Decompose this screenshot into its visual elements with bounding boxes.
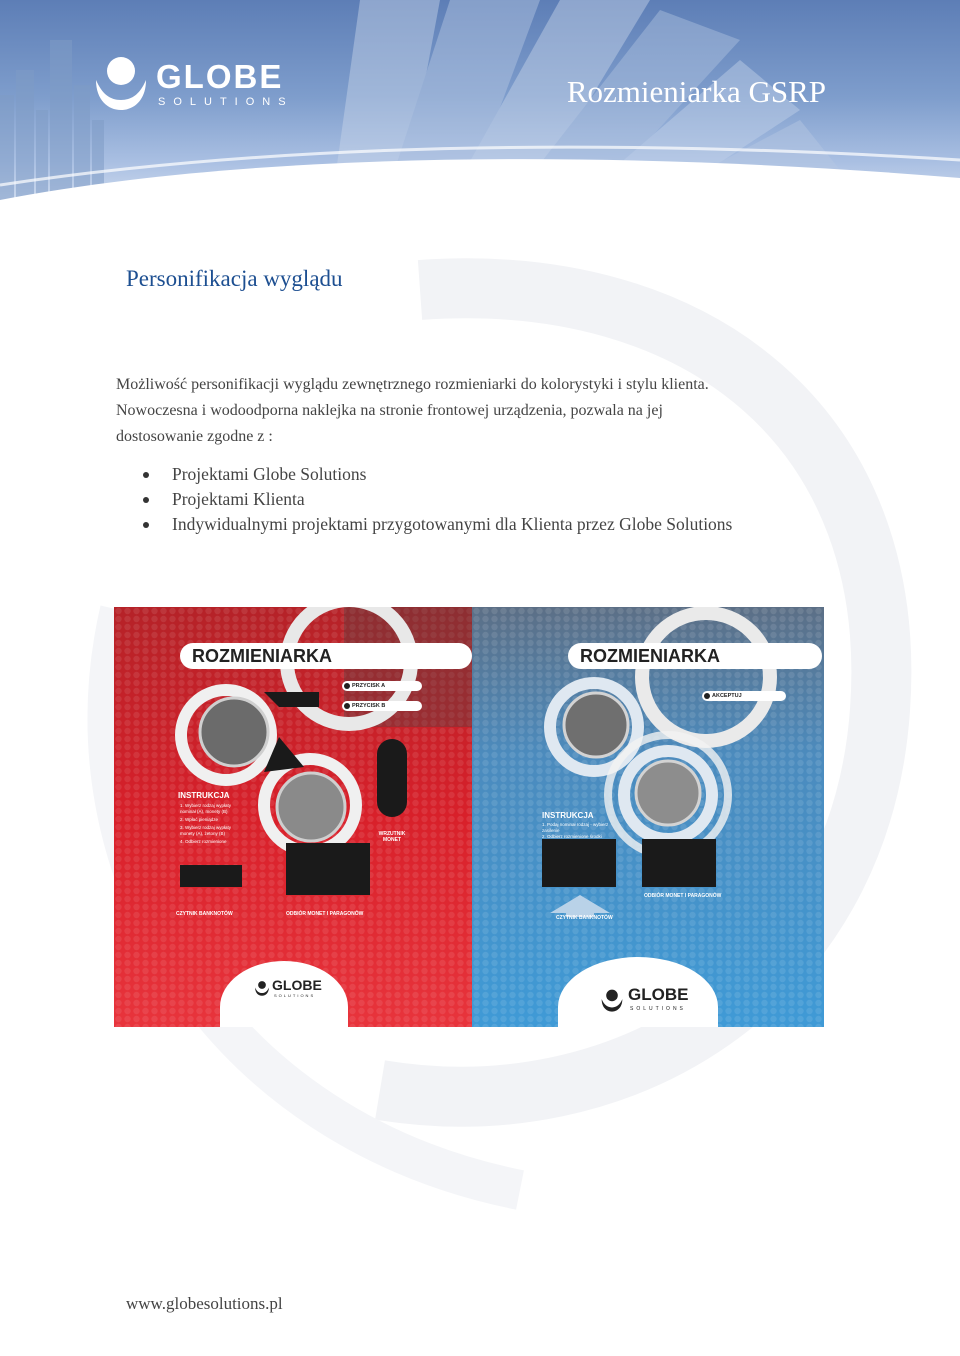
coin-slot-label: [372, 831, 412, 843]
blue-instruction-line: 1. Podaj nominał rodzaj - wybierz: [542, 822, 609, 827]
blue-design-panel: [472, 607, 824, 1027]
accept-button-text: AKCEPTUJ: [712, 693, 742, 699]
globe-solutions-logo-icon: [254, 979, 270, 997]
red-instruction-line: nominał (A), monety (B): [180, 809, 228, 814]
section-title: Personifikacja wyglądu: [126, 266, 343, 291]
bill-reader-label: CZYTNIK BANKNOTÓW: [556, 915, 613, 921]
red-instruction-line: 4. Odbierz rozmienione: [180, 839, 227, 844]
feature-list: [116, 464, 732, 539]
red-design-panel: [114, 607, 472, 1027]
button-b-label: [342, 701, 422, 711]
list-item: [116, 489, 732, 514]
list-item: [116, 514, 732, 539]
globe-solutions-logo-icon: [600, 987, 624, 1013]
dispense-label: ODBIÓR MONET I PARAGONÓW: [286, 911, 364, 917]
list-item: [116, 464, 732, 489]
accept-button-label: [702, 691, 786, 701]
red-instruction-line: monety (A), żetony (B): [180, 831, 226, 836]
accept-button-icon: [704, 693, 710, 699]
list-item-label: Projektami Klienta: [172, 489, 305, 509]
red-instruction-line: 3. Wybierz rodzaj wypłaty: [180, 825, 231, 830]
logo-wordmark: GLOBE: [156, 58, 284, 95]
red-logo-word: GLOBE: [272, 977, 322, 993]
bullet-icon: [143, 497, 149, 503]
intro-text: [116, 372, 836, 450]
red-logo-sub: SOLUTIONS: [274, 993, 316, 998]
button-a-text: PRZYCISK A: [352, 683, 386, 689]
blue-panel-logo: [600, 985, 700, 1011]
coin-slot-label-line-1: WRZUTNIK: [378, 831, 406, 837]
intro-line-1: Możliwość personifikacji wyglądu zewnętrznego rozmieniarki do kolorystyki i stylu klienta.: [116, 376, 709, 393]
button-b-icon: [344, 703, 350, 709]
blue-logo-word: GLOBE: [628, 985, 689, 1004]
list-item-label: Indywidualnymi projektami przygotowanymi dla Klienta przez Globe Solutions: [172, 514, 733, 534]
red-panel-artwork: [114, 607, 472, 1027]
header-banner: [0, 0, 960, 215]
red-instruction-line: 1. Wybierz rodzaj wypłaty: [180, 803, 231, 808]
blue-instruction-title: INSTRUKCJA: [542, 811, 594, 820]
blue-panel-artwork: [472, 607, 824, 1027]
button-b-text: PRZYCISK B: [352, 703, 386, 709]
blue-instruction-line: zasilenie: [542, 828, 560, 833]
button-a-icon: [344, 683, 350, 689]
intro-line-3: dostosowanie zgodne z :: [116, 428, 273, 445]
bullet-icon: [143, 522, 149, 528]
logo-subtitle: SOLUTIONS: [158, 96, 294, 108]
header-logo[interactable]: [92, 52, 294, 114]
globe-solutions-logo-icon: [92, 52, 150, 112]
bullet-icon: [143, 472, 149, 478]
bill-reader-label: CZYTNIK BANKNOTÓW: [176, 911, 233, 917]
blue-logo-sub: SOLUTIONS: [630, 1006, 686, 1012]
coin-slot-label-line-2: MONET: [382, 837, 402, 843]
list-item-label: Projektami Globe Solutions: [172, 464, 367, 484]
page-title: Rozmieniarka GSRP: [566, 74, 826, 109]
button-a-label: [342, 681, 422, 691]
red-panel-header: ROZMIENIARKA: [180, 643, 472, 669]
dispense-label: ODBIÓR MONET I PARAGONÓW: [644, 893, 722, 899]
red-panel-logo: [254, 977, 334, 1003]
blue-instruction-line: 2. Odbierz rozmienione środki: [542, 834, 602, 839]
intro-line-2: Nowoczesna i wodoodporna naklejka na stronie frontowej urządzenia, pozwala na jej: [116, 402, 663, 419]
red-instruction-title: INSTRUKCJA: [178, 791, 230, 800]
footer-website-link[interactable]: www.globesolutions.pl: [126, 1294, 283, 1313]
blue-panel-header: ROZMIENIARKA: [568, 643, 822, 669]
red-instruction-line: 2. Wpłać pieniądze: [180, 817, 219, 822]
